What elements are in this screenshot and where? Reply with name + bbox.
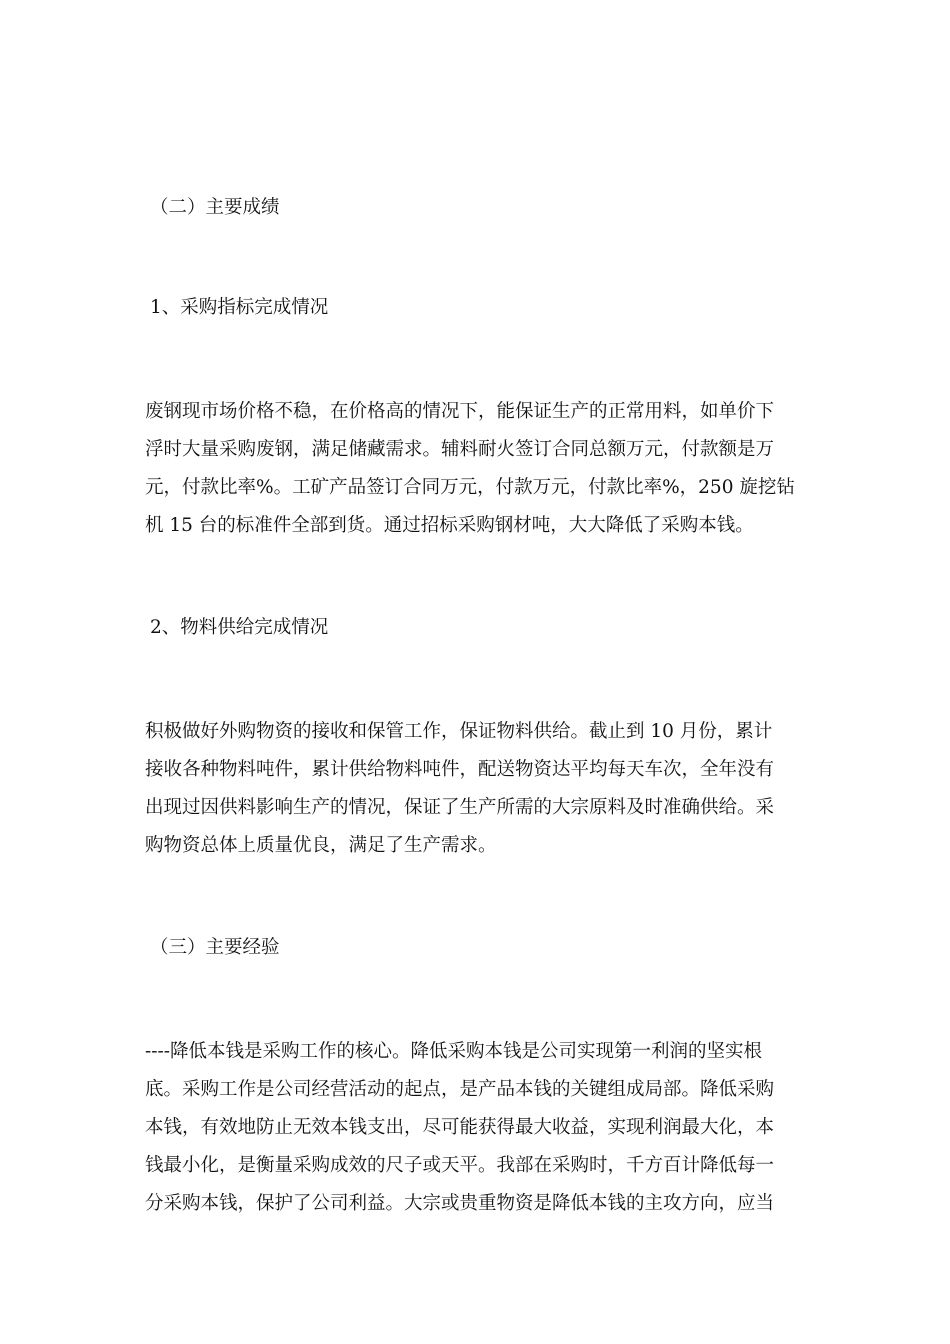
paragraph-line: 废钢现市场价格不稳，在价格高的情况下，能保证生产的正常用料，如单价下 bbox=[145, 401, 775, 422]
paragraph-line: 底。采购工作是公司经营活动的起点，是产品本钱的关键组成局部。降低采购 bbox=[145, 1079, 775, 1100]
paragraph-line: 元，付款比率%。工矿产品签订合同万元，付款万元，付款比率%，250 旋挖钻 bbox=[145, 477, 795, 498]
paragraph-line: 分采购本钱，保护了公司利益。大宗或贵重物资是降低本钱的主攻方向，应当 bbox=[145, 1193, 775, 1214]
section-heading-experience: （三）主要经验 bbox=[150, 937, 280, 958]
subsection-heading-procurement: 1、采购指标完成情况 bbox=[150, 297, 329, 318]
paragraph-line: 接收各种物料吨件，累计供给物料吨件，配送物资达平均每天车次，全年没有 bbox=[145, 759, 775, 780]
paragraph-line: 本钱，有效地防止无效本钱支出，尽可能获得最大收益，实现利润最大化，本 bbox=[145, 1117, 775, 1138]
subsection-heading-supply: 2、物料供给完成情况 bbox=[150, 617, 329, 638]
paragraph-line: 出现过因供料影响生产的情况，保证了生产所需的大宗原料及时准确供给。采 bbox=[145, 797, 775, 818]
paragraph-line: 积极做好外购物资的接收和保管工作，保证物料供给。截止到 10 月份，累计 bbox=[145, 721, 773, 742]
paragraph-line: 浮时大量采购废钢，满足储藏需求。辅料耐火签订合同总额万元，付款额是万 bbox=[145, 439, 775, 460]
paragraph-line: 购物资总体上质量优良，满足了生产需求。 bbox=[145, 835, 497, 856]
paragraph-line: 机 15 台的标准件全部到货。通过招标采购钢材吨，大大降低了采购本钱。 bbox=[145, 515, 754, 536]
paragraph-line: 钱最小化，是衡量采购成效的尺子或天平。我部在采购时，千方百计降低每一 bbox=[145, 1155, 775, 1176]
section-heading-achievements: （二）主要成绩 bbox=[150, 197, 280, 218]
paragraph-line: ----降低本钱是采购工作的核心。降低采购本钱是公司实现第一利润的坚实根 bbox=[145, 1041, 763, 1062]
